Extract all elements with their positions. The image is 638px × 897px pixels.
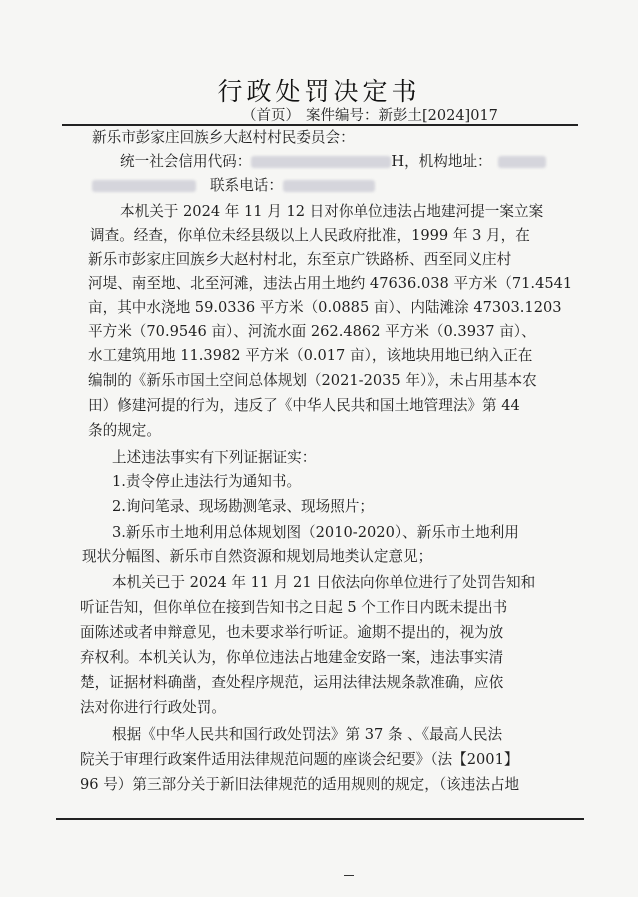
notice-line-1: 本机关已于 2024 年 11 月 21 日依法向你单位进行了处罚告知和 xyxy=(112,574,536,591)
page-label: （首页） xyxy=(242,108,300,124)
body-line-8: 编制的《新乐市国土空间总体规划（2021-2035 年）》，未占用基本农 xyxy=(88,372,537,389)
header-rule xyxy=(62,124,578,126)
redacted-credit-code xyxy=(251,156,391,168)
redacted-address xyxy=(498,156,546,168)
contact-line xyxy=(92,176,375,196)
redacted-address-continued xyxy=(92,180,196,192)
case-number-line xyxy=(242,104,504,125)
evidence-item-2: 2.询问笔录、现场勘测笔录、现场照片； xyxy=(112,498,375,515)
body-line-1: 本机关于 2024 年 11 月 12 日对你单位违法占地建河提一案立案 xyxy=(120,203,544,220)
phone-label: 联系电话： xyxy=(210,177,283,194)
case-number: 案件编号：新彭土[2024]017 xyxy=(306,108,498,124)
credit-code-label: 统一社会信用代码： xyxy=(120,153,252,170)
redacted-phone xyxy=(283,180,375,192)
evidence-item-1: 1.责令停止违法行为通知书。 xyxy=(112,473,302,490)
address-label: H，机构地址： xyxy=(391,153,492,170)
body-line-3: 新乐市彭家庄回族乡大赵村村北，东至京广铁路桥、西至同义庄村 xyxy=(88,251,512,268)
body-line-10: 条的规定。 xyxy=(88,422,161,439)
basis-line-3: 96 号）第三部分关于新旧法律规范的适用规则的规定，（该违法占地 xyxy=(80,776,520,793)
notice-line-2: 听证告知，但你单位在接到告知书之日起 5 个工作日内既未提出书 xyxy=(80,599,508,616)
notice-line-6: 法对你进行行政处罚。 xyxy=(80,699,226,716)
body-line-9: 田）修建河提的行为，违反了《中华人民共和国土地管理法》第 44 xyxy=(88,397,520,414)
body-line-6: 平方米（70.9546 亩）、河流水面 262.4862 平方米（0.3937 亩）、 xyxy=(88,323,536,340)
evidence-heading: 上述违法事实有下列证据证实： xyxy=(112,449,317,466)
recipient-line: 新乐市彭家庄回族乡大赵村村民委员会： xyxy=(92,129,355,146)
credit-code-line xyxy=(120,152,546,172)
body-line-5: 亩，其中水浇地 59.0336 平方米（0.0885 亩）、内陆滩涂 47303.1203 xyxy=(88,299,562,316)
evidence-item-3-cont: 现状分幅图、新乐市自然资源和规划局地类认定意见； xyxy=(82,548,433,565)
document-title: 行政处罚决定书 xyxy=(217,77,421,106)
notice-line-3: 面陈述或者申辩意见，也未要求举行听证。逾期不提出的，视为放 xyxy=(80,624,504,641)
evidence-item-3: 3.新乐市土地利用总体规划图（2010-2020）、新乐市土地利用 xyxy=(112,524,519,541)
notice-line-5: 楚，证据材料确凿，查处程序规范，运用法律法规条款准确，应依 xyxy=(80,674,504,691)
footer-rule xyxy=(56,818,584,820)
basis-line-1: 根据《中华人民共和国行政处罚法》第 37 条 、《最高人民法 xyxy=(112,726,503,743)
body-line-2: 调查。经查，你单位未经县级以上人民政府批准，1999 年 3 月，在 xyxy=(90,227,530,244)
basis-line-2: 院关于审理行政案件适用法律规范问题的座谈会纪要》（法【2001】 xyxy=(80,751,519,768)
page-mark xyxy=(344,875,354,882)
body-line-4: 河堤、南至地、北至河滩，违法占用土地约 47636.038 平方米（71.4541 xyxy=(88,275,573,292)
body-line-7: 水工建筑用地 11.3982 平方米（0.017 亩），该地块用地已纳入正在 xyxy=(88,347,533,364)
notice-line-4: 弃权利。本机关认为，你单位违法占地建金安路一案，违法事实清 xyxy=(80,649,504,666)
